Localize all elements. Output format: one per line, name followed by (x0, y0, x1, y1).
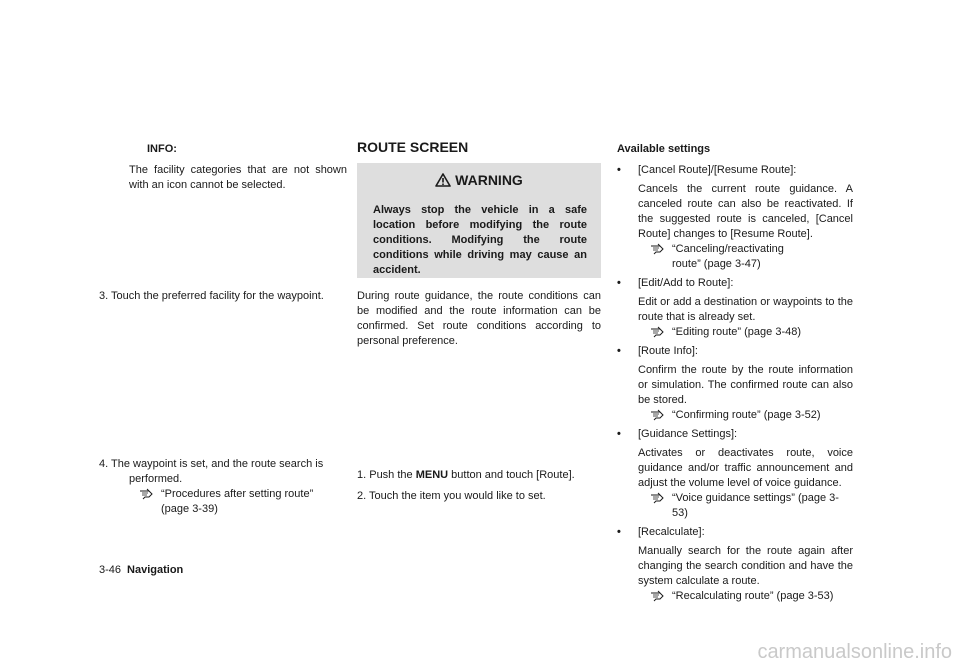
setting-cancel-route (617, 163, 853, 272)
info-heading: INFO: (147, 143, 177, 155)
route-intro: During route guidance, the route conditions can be modified and the route information can be confirmed. Set route conditions according to personal preference. (357, 290, 601, 347)
warning-triangle-icon (435, 173, 451, 187)
reference-pointer-icon (650, 590, 668, 602)
route-screen-heading: ROUTE SCREEN (357, 139, 469, 155)
setting-reference[interactable] (638, 491, 853, 521)
setting-title: [Cancel Route]/[Resume Route]: (638, 164, 797, 176)
reference-pointer-icon (650, 243, 668, 255)
step-1-prefix: 1. Push the (357, 469, 416, 481)
setting-reference-text: “Recalculating route” (page 3-53) (672, 590, 834, 602)
setting-guidance-settings (617, 427, 853, 521)
bullet-icon: • (617, 526, 621, 538)
setting-title: [Guidance Settings]: (638, 428, 738, 440)
setting-reference[interactable] (638, 325, 853, 340)
warning-text: Always stop the vehicle in a safe location before modifying the route conditions. Modifying the route conditions while driving may cause an accident. (373, 204, 587, 276)
watermark: carmanualsonline.info (757, 641, 952, 663)
warning-box (357, 163, 601, 278)
setting-reference[interactable] (638, 242, 853, 272)
page-footer (99, 563, 183, 578)
reference-pointer-icon (650, 326, 668, 338)
setting-reference-text: “Confirming route” (page 3-52) (672, 409, 821, 421)
bullet-icon: • (617, 428, 621, 440)
route-step-2: 2. Touch the item you would like to set. (357, 490, 546, 502)
setting-title: [Edit/Add to Route]: (638, 277, 734, 289)
settings-list (617, 163, 853, 604)
setting-title: [Route Info]: (638, 345, 698, 357)
setting-reference-text: “Voice guidance settings” (page 3-53) (672, 492, 839, 519)
setting-reference-text: “Editing route” (page 3-48) (672, 326, 802, 338)
setting-title: [Recalculate]: (638, 526, 705, 538)
setting-reference[interactable] (638, 589, 853, 604)
info-text: The facility categories that are not shown with an icon cannot be selected. (129, 164, 347, 191)
setting-route-info (617, 344, 853, 423)
warning-title (357, 173, 601, 188)
menu-key: MENU (415, 469, 449, 481)
available-settings-heading: Available settings (617, 143, 711, 155)
bullet-icon: • (617, 164, 621, 176)
reference-pointer-icon (650, 409, 668, 421)
step-1-suffix: button and touch [Route]. (448, 469, 575, 481)
setting-desc: Cancels the current route guidance. A canceled route can also be reactivated. If the suggested route is canceled, [Cancel Route] changes to [Resume Route]. (638, 183, 853, 240)
step-4-reference-text: “Procedures after setting route” (page 3-39) (161, 488, 314, 515)
route-step-1 (357, 468, 607, 483)
setting-desc: Activates or deactivates route, voice guidance and/or traffic announcement and adjust the volume level of voice guidance. (638, 447, 853, 489)
step-4-reference[interactable] (139, 487, 339, 517)
setting-desc: Confirm the route by the route information or simulation. The confirmed route can also be stored. (638, 364, 853, 406)
bullet-icon: • (617, 277, 621, 289)
reference-pointer-icon (650, 492, 668, 504)
warning-title-text: WARNING (455, 172, 523, 188)
bullet-icon: • (617, 345, 621, 357)
setting-reference-text: “Canceling/reactivating route” (page 3-47) (672, 243, 784, 270)
step-4: 4. The waypoint is set, and the route search is performed. (99, 458, 324, 485)
setting-recalculate (617, 525, 853, 604)
step-3: 3. Touch the preferred facility for the waypoint. (99, 290, 324, 302)
section-name: Navigation (127, 564, 184, 576)
setting-desc: Manually search for the route again after changing the search condition and have the system calculate a route. (638, 545, 853, 587)
setting-edit-add-route (617, 276, 853, 340)
setting-desc: Edit or add a destination or waypoints to the route that is already set. (638, 296, 853, 323)
page-number: 3-46 (99, 564, 122, 576)
reference-pointer-icon (139, 488, 157, 500)
setting-reference[interactable] (638, 408, 853, 423)
